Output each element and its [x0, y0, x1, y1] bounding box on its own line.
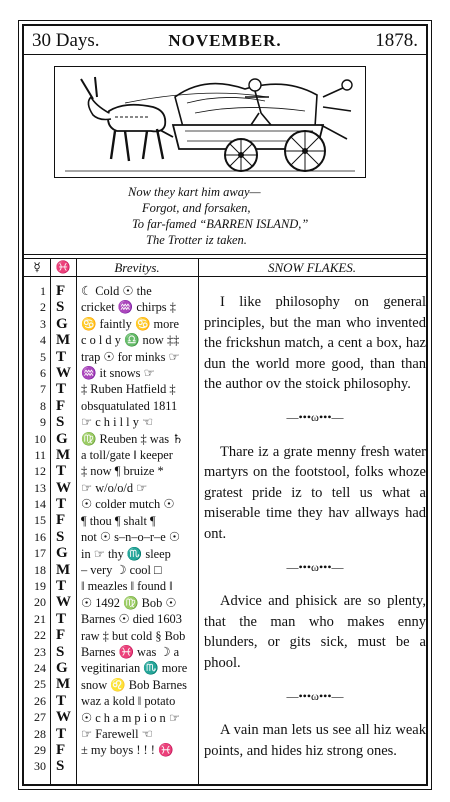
day-letter: G	[56, 659, 68, 676]
day-number: 20	[34, 595, 46, 610]
day-number: 14	[34, 497, 46, 512]
brevity-line: in ☞ thy ♏ sleep	[81, 546, 171, 561]
flake-paragraph: A vain man lets us see all hiz weak points, and hides hiz strong ones.	[204, 722, 426, 759]
brevity-line: Barnes ☉ died 1603	[81, 612, 182, 627]
day-row	[28, 398, 74, 414]
day-row	[28, 332, 74, 348]
day-number: 18	[34, 562, 46, 577]
day-row	[28, 283, 74, 299]
brevity-line: trap ☉ for minks ☞	[81, 349, 180, 364]
day-row	[28, 676, 74, 692]
day-number: 8	[40, 398, 46, 413]
brevity-line: vegitinarian ♏ more	[81, 661, 188, 676]
brevity-line: ☉ 1492 ♍ Bob ☉	[81, 595, 177, 610]
day-number: 29	[34, 742, 46, 757]
day-letter: T	[56, 692, 67, 709]
month-title: NOVEMBER.	[168, 31, 282, 50]
day-number: 9	[40, 415, 46, 430]
day-letter: T	[56, 496, 67, 513]
brevity-line: ‡ now ¶ bruize *	[81, 464, 164, 479]
day-letter: G	[56, 430, 68, 447]
day-letter: F	[56, 512, 66, 529]
ornament-divider: —•••ω•••—	[286, 688, 344, 703]
day-row	[28, 627, 74, 643]
planet-symbol-header: ☿	[33, 260, 41, 274]
column-divider	[198, 258, 199, 786]
day-letter: W	[56, 479, 71, 496]
ornament-divider: —•••ω•••—	[286, 559, 344, 574]
brevity-line: c o l d y ♎ now ‡‡	[81, 333, 180, 348]
day-letter: T	[56, 610, 67, 627]
day-letter: M	[56, 561, 71, 578]
day-letter: M	[56, 676, 71, 693]
day-number: 10	[34, 431, 46, 446]
day-number: 30	[34, 759, 46, 774]
brevity-line: raw ‡ but cold § Bob	[81, 628, 186, 643]
day-number: 1	[40, 284, 46, 298]
poem	[90, 184, 350, 248]
day-number: 23	[34, 644, 46, 659]
day-row	[28, 496, 74, 512]
poem-line: Now they kart him away—	[128, 185, 261, 199]
day-number: 24	[34, 660, 46, 675]
day-number: 27	[34, 710, 46, 725]
day-row	[28, 545, 74, 561]
section-rule	[24, 254, 426, 255]
brevity-line: ♋ faintly ♋ more	[81, 316, 179, 331]
day-letter: F	[56, 741, 66, 758]
aspect-symbol-header: ♓	[55, 260, 71, 274]
day-row	[28, 562, 74, 578]
day-row	[28, 414, 74, 430]
snow-flakes-column	[204, 292, 426, 761]
day-letter: M	[56, 446, 71, 463]
day-number: 6	[40, 365, 46, 380]
day-letter: G	[56, 545, 68, 562]
brevity-line: ☾ Cold ☉ the	[81, 284, 152, 298]
day-number: 3	[40, 316, 46, 331]
day-row	[28, 594, 74, 610]
day-letter: G	[56, 315, 68, 332]
brevity-line: ¶ thou ¶ shalt ¶	[81, 513, 156, 528]
day-row	[28, 480, 74, 496]
day-letter: T	[56, 381, 67, 398]
day-number: 15	[34, 513, 46, 528]
day-row	[28, 512, 74, 528]
day-row	[28, 644, 74, 660]
day-letter: S	[56, 414, 65, 431]
brevity-line: ‡ Ruben Hatfield ‡	[81, 382, 176, 397]
day-number: 16	[34, 529, 46, 544]
flake-paragraph: Advice and phisick are so plenty, that the man who makes enny blunders, or gits sick, must be a phool.	[204, 593, 426, 671]
flake-paragraph: I like philosophy on general principles, but the man who invented the frickshun match, a cent a box, haz dun the world more good, than than the author ov the stoick philosophy.	[204, 294, 426, 393]
day-row	[28, 742, 74, 758]
day-row	[28, 611, 74, 627]
day-letter: S	[56, 528, 65, 545]
brevity-line: ☉ c h a m p i o n ☞	[81, 710, 180, 725]
day-row	[28, 381, 74, 397]
day-number: 11	[34, 447, 46, 462]
day-row	[28, 660, 74, 676]
column-head-rule	[24, 276, 426, 277]
brevity-line: a toll/gate ‖ keeper	[81, 448, 173, 463]
day-letter: T	[56, 578, 67, 595]
section-rule	[24, 258, 426, 259]
poem-line: The Trotter iz taken.	[146, 233, 247, 247]
day-number: 17	[34, 546, 46, 561]
donkey-cart-illustration	[54, 66, 366, 178]
cart-drawing	[55, 67, 366, 178]
day-row	[28, 693, 74, 709]
day-letter: S	[56, 299, 65, 316]
day-number: 2	[40, 300, 46, 315]
day-number: 13	[34, 480, 46, 495]
brevity-line: ☉ colder mutch ☉	[81, 497, 175, 512]
day-row	[28, 758, 74, 774]
day-letter: M	[56, 332, 71, 349]
brevitys-header: Brevitys.	[114, 260, 160, 275]
day-list	[28, 283, 74, 775]
day-number: 25	[34, 677, 46, 692]
poem-line: To far-famed “BARREN ISLAND,”	[132, 217, 309, 231]
day-number: 5	[40, 349, 46, 364]
day-row	[28, 578, 74, 594]
day-number: 7	[40, 382, 46, 397]
day-letter: F	[56, 627, 66, 644]
day-letter: W	[56, 594, 71, 611]
day-letter: W	[56, 709, 71, 726]
day-number: 26	[34, 693, 46, 708]
brevity-line: ☞ w/o/o/d ☞	[81, 480, 148, 495]
day-number: 4	[40, 333, 46, 348]
day-row	[28, 365, 74, 381]
poem-line: Forgot, and forsaken,	[142, 201, 251, 215]
day-letter: T	[56, 348, 67, 365]
brevity-line: snow ♌ Bob Barnes	[81, 677, 187, 692]
day-row	[28, 726, 74, 742]
brevity-line: ♒ it snows ☞	[81, 366, 155, 381]
brevity-line: ☞ c h i l l y ☜	[81, 415, 154, 430]
brevity-line: ± my boys ! ! ! ♓	[81, 743, 174, 758]
year: 1878.	[375, 30, 418, 51]
brevity-line: obsquatulated 1811	[81, 398, 178, 413]
brevitys-column	[81, 283, 194, 759]
day-row	[28, 431, 74, 447]
day-number: 21	[34, 611, 46, 626]
brevity-line: ‖ meazles ‖ found ‖	[81, 579, 173, 594]
day-number: 12	[34, 464, 46, 479]
day-row	[28, 299, 74, 315]
brevity-line: ☞ Farewell ☜	[81, 726, 153, 741]
brevity-line: Barnes ♓ was ☽ a	[81, 644, 180, 659]
day-row	[28, 447, 74, 463]
brevity-line: – very ☽ cool □	[81, 562, 162, 577]
flake-paragraph: Thare iz a grate menny fresh water martyrs on the footstool, folks whoze gratest pride iz to tell us what a miserable time they hav allways had ont.	[204, 443, 426, 542]
day-letter: F	[56, 397, 66, 414]
day-row	[28, 463, 74, 479]
day-number: 28	[34, 726, 46, 741]
day-letter: T	[56, 725, 67, 742]
day-row	[28, 529, 74, 545]
day-letter: W	[56, 364, 71, 381]
brevity-line: not ☉ s–n–o–r–e ☉	[81, 530, 180, 545]
snow-flakes-header: SNOW FLAKES.	[267, 260, 357, 275]
day-letter: T	[56, 463, 67, 480]
header-rule	[24, 54, 426, 55]
day-letter: F	[56, 283, 66, 299]
day-number: 22	[34, 628, 46, 643]
day-letter: S	[56, 758, 65, 775]
brevity-line: waz a kold ‖ potato	[81, 694, 176, 709]
day-row	[28, 349, 74, 365]
ornament-divider: —•••ω•••—	[286, 409, 344, 424]
column-divider	[76, 258, 77, 786]
day-row	[28, 316, 74, 332]
day-row	[28, 709, 74, 725]
page-header	[26, 30, 424, 52]
day-number: 19	[34, 579, 46, 594]
day-letter: S	[56, 643, 65, 660]
brevity-line: ♍ Reuben ‡ was ♄	[81, 431, 184, 446]
days-count: 30 Days.	[32, 30, 100, 51]
brevity-line: cricket ♒ chirps ‡	[81, 300, 176, 315]
